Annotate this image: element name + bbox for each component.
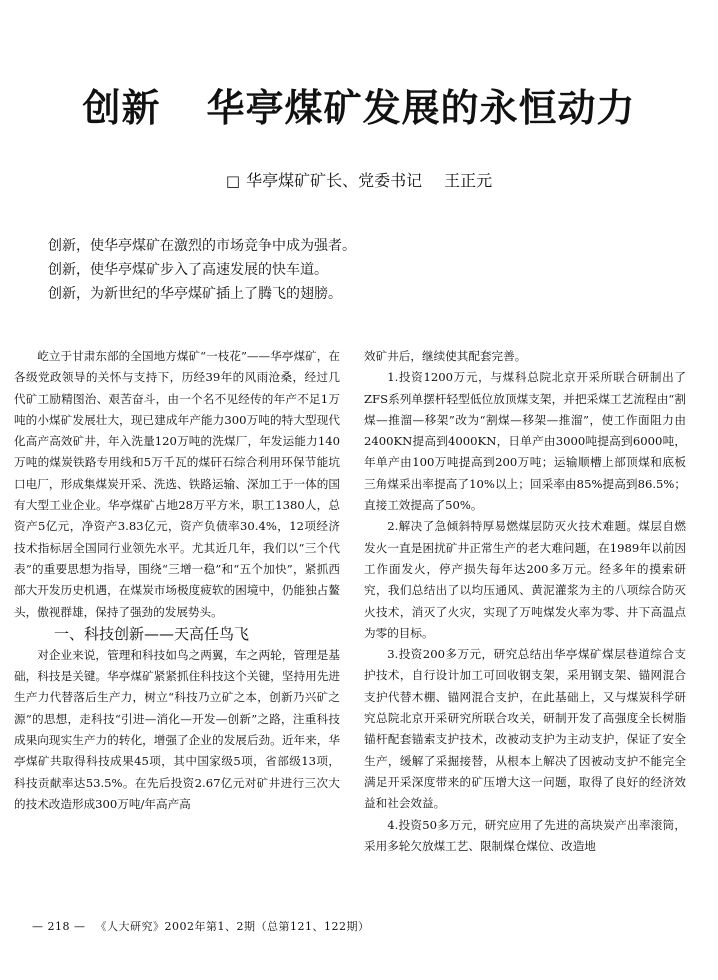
author-position: 华亭煤矿矿长、党委书记 <box>246 171 423 190</box>
journal-citation: 《人大研究》2002年第1、2期（总第121、122期） <box>95 920 370 933</box>
continuation-paragraph: 效矿井后，继续使其配套完善。 <box>364 349 527 363</box>
article-title <box>0 77 718 132</box>
epigraph-line: 创新，为新世纪的华亭煤矿插上了腾飞的翅膀。 <box>48 286 342 302</box>
section-paragraph: 对企业来说，管理和科技如鸟之两翼，车之两轮，管理是基础，科技是关键。华亭煤矿紧紧抓住科技这个关键，坚持用先进生产力代替落后生产力，树立“科技乃立矿之本，创新乃兴矿之源”的思想，走科技“引进—消化—开发—创新”之路，注重科技成果向现实生产力的转化，增强了企业的发展后劲。近年来，华亭煤矿共取得科技成果45项，其中国家级5项，省部级13项，科技贡献率达53.5%。在先后投资2.67亿元对矿井进行三次大的技术改造形成300万吨/年高产高 <box>14 647 340 811</box>
epigraph-line: 创新，使华亭煤矿步入了高速发展的快车道。 <box>48 262 328 278</box>
right-column <box>364 346 686 857</box>
list-item: 1.投资1200万元，与煤科总院北京开采所联合研制出了ZFS系列单摆杆轻型低位放顶煤支架，并把采煤工艺流程由“割煤—推溜—移架”改为“割煤—移架—推溜”，使工作面阻力由2400KN提高到4000KN，日单产由3000吨提高到6000吨，年单产由100万吨提高到200万吨；运输顺槽上部顶煤和底板三角煤采出率提高了10%以上；回采率由85%提高到86.5%；直接工效提高了50%。 <box>364 370 686 513</box>
author-name: 王正元 <box>444 171 493 190</box>
list-item: 3.投资200多万元，研究总结出华亭煤矿煤层巷道综合支护技术，自行设计加工可回收钢支架，采用钢支架、锚网混合支护代替木棚、锚网混合支护，在此基础上，又与煤炭科学研究总院北京开采研究所联合攻关，研制开发了高强度全长树脂锚杆配套锚索支护技术，改被动支护为主动支护，保证了安全生产，缓解了采掘接替，从根本上解决了因被动支护不能完全满足开采深度带来的矿压增大这一问题，取得了良好的经济效益和社会效益。 <box>364 647 686 811</box>
intro-paragraph: 屹立于甘肃东部的全国地方煤矿“一枝花”——华亭煤矿，在各级党政领导的关怀与支持下，历经39年的风雨沧桑，经过几代矿工励精图治、艰苦奋斗，由一个名不见经传的年产不足1万吨的小煤矿发展壮大，现已建成年产能力300万吨的特大型现代化高产高效矿井，年入洗量120万吨的洗煤厂，年发运能力140万吨的煤炭铁路专用线和5万千瓦的煤矸石综合利用环保节能坑口电厂，形成集煤炭开采、洗选、铁路运输、深加工于一体的国有大型工业企业。华亭煤矿占地28万平方米，职工1380人，总资产5亿元，净资产3.83亿元，资产负债率30.4%，12项经济技术指标居全国同行业领先水平。尤其近几年，我们以“三个代表”的重要思想为指导，围绕“三增一稳”和“五个加快”，紧抓西部大开发历史机遇，在煤炭市场极度疲软的困境中，仍能独占鳌头，傲视群雄，保持了强劲的发展势头。 <box>14 349 340 619</box>
byline <box>0 168 718 191</box>
title-part-main: 华亭煤矿发展的永恒动力 <box>206 86 636 131</box>
list-item: 2.解决了急倾斜特厚易燃煤层防灭火技术难题。煤层自燃发火一直是困扰矿井正常生产的老大难问题，在1989年以前因工作面发火，停产损失每年达200多万元。经多年的摸索研究，我们总结出了以均压通风、黄泥灌浆为主的八项综合防灭火技术，消灭了火灾，实现了万吨煤发火率为零、井下高温点为零的目标。 <box>364 519 686 640</box>
square-bullet-icon: □ <box>225 172 241 190</box>
section-heading: 一、科技创新——天高任鸟飞 <box>54 624 250 643</box>
left-column <box>14 346 340 815</box>
epigraph <box>48 234 688 306</box>
page-number: — 218 — <box>32 920 86 933</box>
page-footer <box>32 918 379 934</box>
epigraph-line: 创新，使华亭煤矿在激烈的市场竞争中成为强者。 <box>48 238 356 254</box>
list-item: 4.投资50多万元，研究应用了先进的高块炭产出率滚筒，采用多轮欠放煤工艺、限制煤仓煤位、改造地 <box>364 817 686 853</box>
title-part-innovation: 创新 <box>82 86 161 131</box>
